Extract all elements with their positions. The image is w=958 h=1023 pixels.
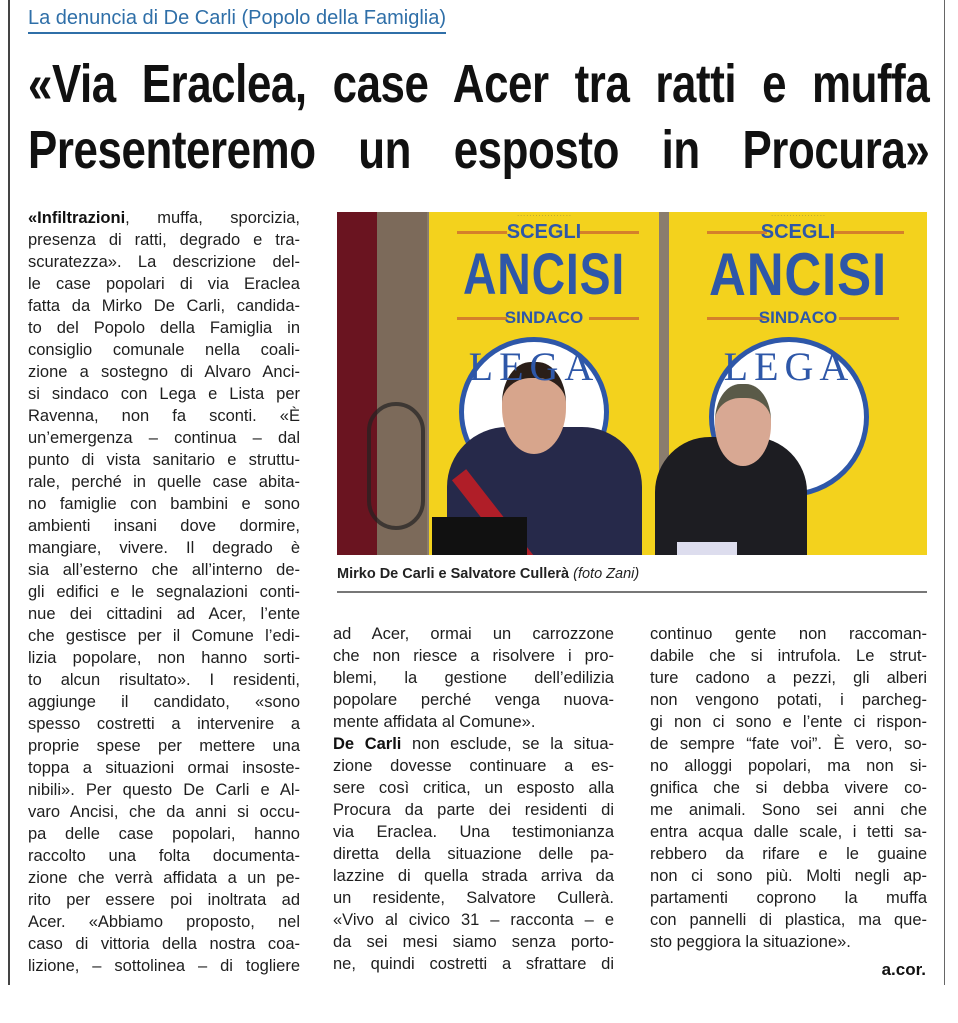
article-line: le case popolari di via Eraclea xyxy=(28,275,300,293)
article-line: dabile che si intrufola. Le strut- xyxy=(650,647,927,665)
article-line: gnifica che si debba vivere co- xyxy=(650,779,927,797)
photo-credit: (foto Zani) xyxy=(573,566,640,582)
article-line: scuratezza». La descrizione del- xyxy=(28,253,300,271)
article-line: nue dei cittadini ad Acer, l’ente xyxy=(28,605,300,623)
article-line: rebbero da rifare e le guaine xyxy=(650,845,927,863)
article-line: un’emergenza – continua – dal xyxy=(28,429,300,447)
article-line: mente affidata al Comune». xyxy=(333,713,536,731)
article-line: no alloggi popolari, ma non si- xyxy=(650,757,927,775)
left-border xyxy=(8,0,10,985)
article-line: con pannelli di plastica, ma que- xyxy=(650,911,927,929)
article-line: lizione, – sottolinea – di togliere xyxy=(28,957,300,975)
article-column-2 xyxy=(333,623,614,975)
article-line: nibili». Per questo De Carli e Al- xyxy=(28,781,300,799)
poster-scegli: SCEGLI xyxy=(760,221,836,243)
poster-fineprint: · · · · · · · · · · · · · · · · · · xyxy=(517,213,571,219)
lega-logo-text: LEGA xyxy=(723,344,855,389)
poster-sindaco: SINDACO xyxy=(504,308,584,327)
article-line: spesso costretti a intervenire a xyxy=(28,715,300,733)
article-line: pa delle case popolari, hanno xyxy=(28,825,300,843)
article-line: ture cadono a pezzi, gli alberi xyxy=(650,669,927,687)
article-line: «Vivo al civico 31 – racconta – e xyxy=(333,911,614,929)
caption-rule xyxy=(337,591,927,593)
poster-scegli: SCEGLI xyxy=(506,221,582,243)
article-line: sere così critica, un esposto alla xyxy=(333,779,614,797)
article-line: partamenti coprono la muffa xyxy=(650,889,927,907)
article-line: zione dovesse continuare a es- xyxy=(333,757,614,775)
article-line: via Eraclea. Una testimonianza xyxy=(333,823,614,841)
bold-name: De Carli xyxy=(333,735,402,753)
person-right-head xyxy=(715,384,771,466)
article-line: non vengono potati, i parcheg- xyxy=(650,691,927,709)
article-line: ambienti insani dove dormire, xyxy=(28,517,300,535)
article-line: zione a sostegno di Alvaro Anci- xyxy=(28,363,300,381)
article-photo xyxy=(337,212,927,555)
article-column-3 xyxy=(650,623,927,953)
article-line: che gestisce per il Comune l’edi- xyxy=(28,627,300,645)
right-border xyxy=(944,0,945,985)
article-line: da sei mesi siamo senza porto- xyxy=(333,933,614,951)
article-line: rale, perché in quelle case abita- xyxy=(28,473,300,491)
article-line: to alcun risultato». I residenti, xyxy=(28,671,300,689)
article-line: «Infiltrazioni, muffa, sporcizia, xyxy=(28,209,300,227)
article-line: lazzine di quella strada arriva da xyxy=(333,867,614,885)
lega-logo-text: LEGA xyxy=(468,344,600,389)
article-line: Acer. «Abbiamo proposto, nel xyxy=(28,913,300,931)
article-line: sia all’esterno che all’interno de- xyxy=(28,561,300,579)
papers xyxy=(677,542,737,555)
laptop xyxy=(432,517,527,555)
bicycle xyxy=(367,402,425,530)
article-line: Procura da parte dei residenti di xyxy=(333,801,614,819)
article-line: varo Ancisi, che da anni si occu- xyxy=(28,803,300,821)
article-line: gli edifici e le segnalazioni conti- xyxy=(28,583,300,601)
article-line: de sempre “fate voi”. È vero, so- xyxy=(650,735,927,753)
article-line: zione che verrà affidata a un pe- xyxy=(28,869,300,887)
article-line: raccolto una folta documenta- xyxy=(28,847,300,865)
headline-line-2: Presenteremo un esposto in Procura» xyxy=(28,120,930,180)
article-line: presenza di ratti, degrado e tra- xyxy=(28,231,300,249)
article-line: continuo gente non raccoman- xyxy=(650,625,927,643)
article-line: proprie spese per mettere una xyxy=(28,737,300,755)
article-line: consiglio comunale nella coali- xyxy=(28,341,300,359)
article-line: rito per essere poi inoltrata ad xyxy=(28,891,300,909)
article-line: blemi, la gestione dell’edilizia xyxy=(333,669,614,687)
article-line: punto di vista sanitario e struttu- xyxy=(28,451,300,469)
poster-fineprint: · · · · · · · · · · · · · · · · · · xyxy=(771,213,825,219)
article-line: che non riesce a risolvere i pro- xyxy=(333,647,614,665)
poster-ancisi: ANCISI xyxy=(709,245,887,305)
kicker: La denuncia di De Carli (Popolo della Famiglia) xyxy=(28,6,446,34)
article-line: mangiare, vivere. Il degrado è xyxy=(28,539,300,557)
lead-bold: «Infiltrazioni xyxy=(28,209,126,227)
article-line: ad Acer, ormai un carrozzone xyxy=(333,625,614,643)
article-line: un residente, Salvatore Cullerà. xyxy=(333,889,614,907)
article-line: non ci sono più. Molti negli ap- xyxy=(650,867,927,885)
article-line: no famiglie con bambini e sono xyxy=(28,495,300,513)
photo-caption: Mirko De Carli e Salvatore Cullerà (foto Zani) xyxy=(337,566,640,582)
article-line: caso di vittoria della nostra coa- xyxy=(28,935,300,953)
article-line: sto peggiora la situazione». xyxy=(650,933,851,951)
article-line: ne, quindi costretti a sfrattare di xyxy=(333,955,614,973)
article-line: diretta della situazione delle pa- xyxy=(333,845,614,863)
article-line: to del Popolo della Famiglia in xyxy=(28,319,300,337)
article-line: lizia popolare, non hanno sorti- xyxy=(28,649,300,667)
article-line: si sindaco con Lega e Lista per xyxy=(28,385,300,403)
article-line: fatta da Mirko De Carli, candida- xyxy=(28,297,300,315)
article-line: popolare perché venga nuova- xyxy=(333,691,614,709)
article-line: gi non ci sono e l’ente ci rispon- xyxy=(650,713,927,731)
article-line: me animali. Sono sei anni che xyxy=(650,801,927,819)
author-signature: a.cor. xyxy=(881,960,926,979)
article-line: Ravenna, non fa sconti. «È xyxy=(28,407,300,425)
headline-line-1: «Via Eraclea, case Acer tra ratti e muffa xyxy=(28,54,930,114)
article-line: toppa a situazioni ormai insoste- xyxy=(28,759,300,777)
article-column-1 xyxy=(28,207,300,977)
poster-sindaco: SINDACO xyxy=(758,308,838,327)
article-line: aggiunge il candidato, «sono xyxy=(28,693,300,711)
article-line: entra acqua dalle scale, i tetti sa- xyxy=(650,823,927,841)
article-line: De Carli non esclude, se la situa- xyxy=(333,735,615,753)
poster-ancisi: ANCISI xyxy=(462,245,626,305)
